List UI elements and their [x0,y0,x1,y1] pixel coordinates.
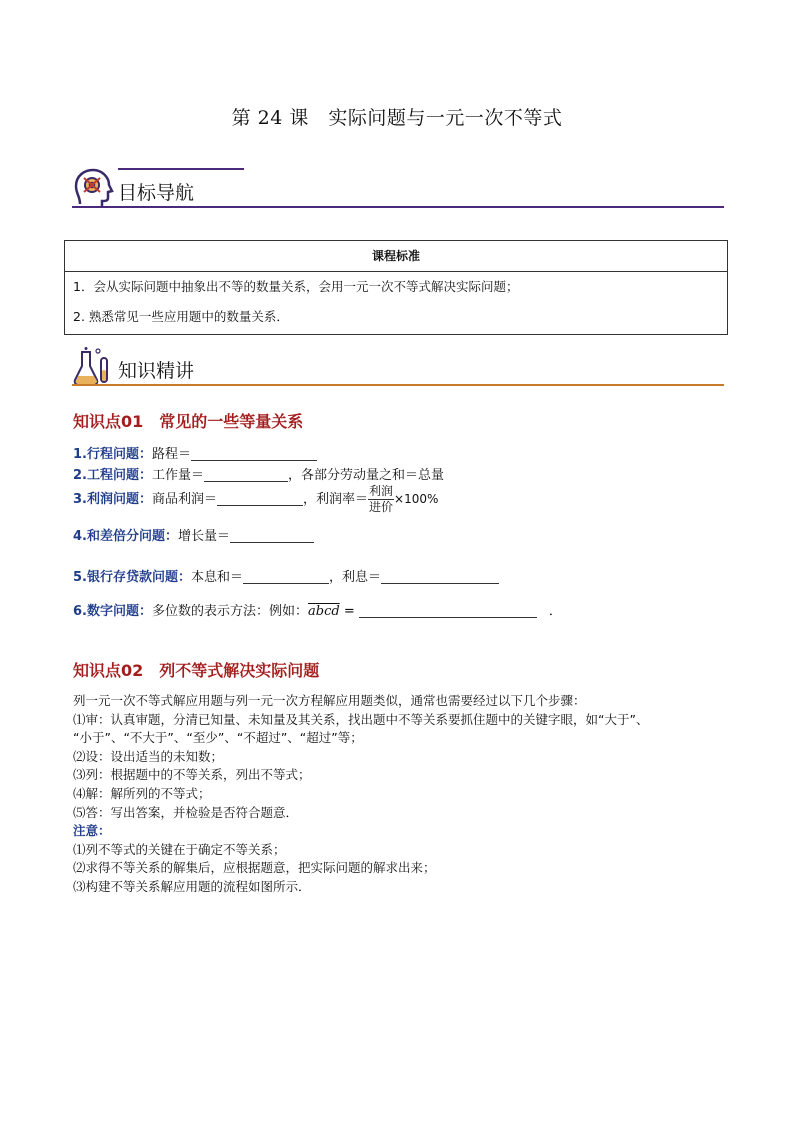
section-header-knowledge [72,346,724,396]
section-divider-goal [72,206,724,208]
math-expression: abcd [308,604,340,619]
item-text: 增长量＝ [177,529,230,544]
item-text: ×100% [394,492,439,506]
answer-blank[interactable] [191,446,317,461]
answer-blank[interactable] [359,603,537,618]
profit-rate-fraction [368,484,394,515]
section-top-accent [118,168,244,170]
note-line: ⑵求得不等关系的解集后，应根据题意，把实际问题的解求出来； [73,860,436,876]
item-label: 6.数字问题： [73,604,152,619]
section-label-goal: 目标导航 [118,182,195,204]
note-line: ⑶构建不等关系解应用题的流程如图所示． [73,878,311,894]
item-label: 2.工程问题： [73,468,152,483]
answer-blank[interactable] [381,569,499,584]
item-text: 本息和＝ [190,570,243,585]
note-label: 注意： [73,823,111,839]
paragraph-line: ⑴审：认真审题，分清已知量、未知量及其关系，找出题中不等关系要抓住题中的关键字眼，如“大于”、 [73,711,649,727]
list-item [73,484,438,515]
paragraph-line: “小于”、“不大于”、“至少”、“不超过”、“超过”等； [73,730,363,746]
item-text: ，各部分劳动量之和＝总量 [288,468,445,483]
list-item [73,525,314,544]
fraction-denominator: 进价 [369,500,394,514]
section-header-goal [72,168,724,218]
knowledge-point-01-title: 知识点01 常见的一些等量关系 [73,412,304,431]
knowledge-point-02-title: 知识点02 列不等式解决实际问题 [73,661,320,680]
list-item [73,566,499,585]
item-text: 多位数的表示方法：例如： [151,604,308,619]
item-text: ，利息＝ [329,570,382,585]
item-text: 商品利润＝ [151,492,217,507]
paragraph-line: ⑵设：设出适当的未知数； [73,748,224,764]
item-text: ． [548,604,562,619]
answer-blank[interactable] [243,569,329,584]
section-label-knowledge: 知识精讲 [118,360,195,382]
paragraph-line: ⑸答：写出答案，并检验是否符合题意． [73,804,299,820]
note-line: ⑴列不等式的关键在于确定不等关系； [73,841,286,857]
item-label: 4.和差倍分问题： [73,529,178,544]
section-divider-knowledge [72,384,724,386]
answer-blank[interactable] [217,491,303,506]
paragraph-line: ⑶列：根据题中的不等关系，列出不等式； [73,767,311,783]
steps-paragraph [73,692,753,897]
item-text: ，利润率＝ [303,492,369,507]
table-row: 2. 熟悉常见一些应用题中的数量关系． [73,309,289,324]
item-label: 3.利润问题： [73,492,152,507]
item-text: 路程＝ [151,447,191,462]
paragraph-line: 列一元一次不等式解应用题与列一元一次方程解应用题类似，通常也需要经过以下几个步骤： [73,693,586,708]
list-item [73,464,444,483]
head-gear-icon [72,168,114,210]
fraction-numerator: 利润 [369,484,394,498]
list-item [73,600,562,619]
table-row: 1．会从实际问题中抽象出不等的数量关系，会用一元一次不等式解决实际问题； [73,279,519,294]
curriculum-standard-table [64,240,728,335]
item-label: 5.银行存贷款问题： [73,570,191,585]
item-text: 工作量＝ [151,468,204,483]
table-header: 课程标准 [65,241,727,272]
answer-blank[interactable] [204,467,288,482]
lab-flask-icon [72,346,114,388]
paragraph-line: ⑷解：解所列的不等式； [73,785,211,801]
item-label: 1.行程问题： [73,447,152,462]
page-title: 第 24 课 实际问题与一元一次不等式 [231,107,563,129]
answer-blank[interactable] [230,528,314,543]
item-text: = [339,604,359,619]
list-item [73,443,317,462]
